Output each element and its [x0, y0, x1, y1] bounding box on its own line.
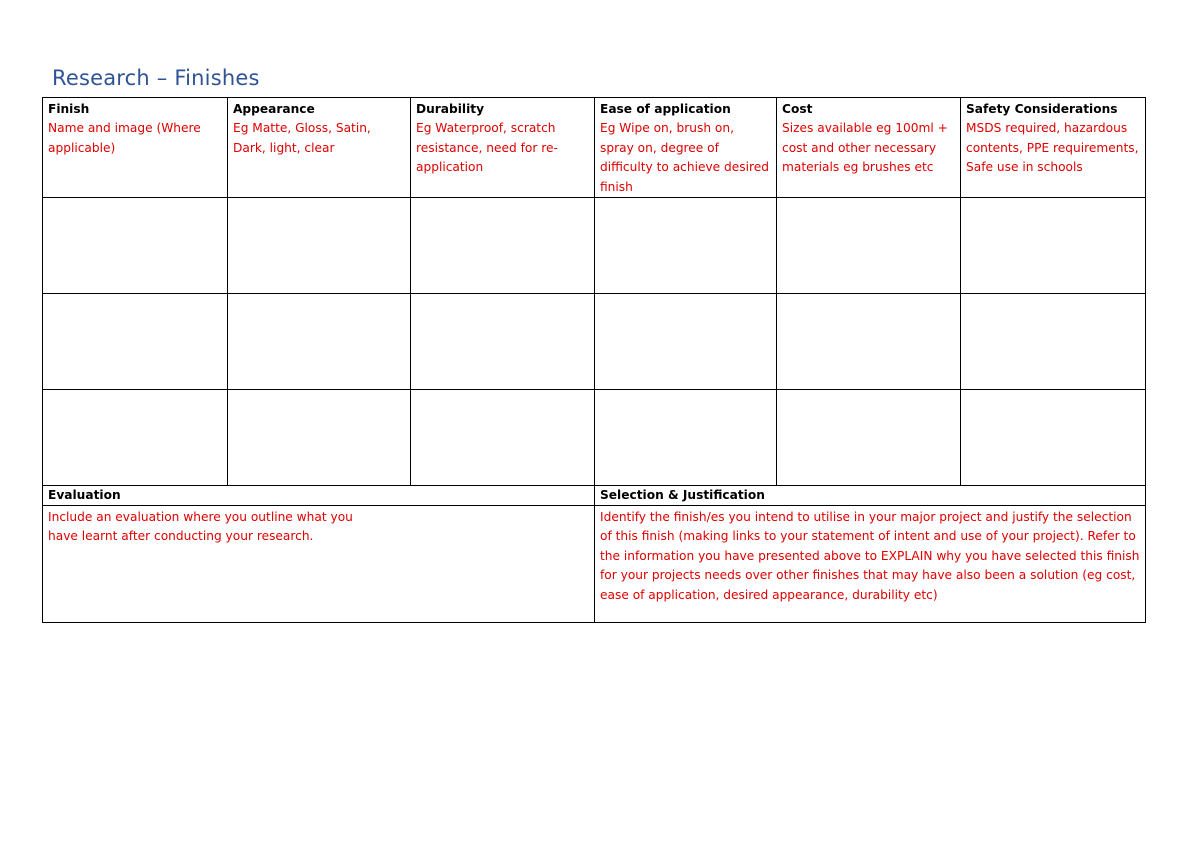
table-cell[interactable] [961, 294, 1146, 390]
table-cell[interactable] [228, 198, 411, 294]
header-cell-safety [961, 98, 1146, 198]
table-cell[interactable] [961, 390, 1146, 486]
evaluation-hint: Include an evaluation where you outline what you have learnt after conducting your research. [48, 510, 353, 544]
table-cell[interactable] [411, 390, 595, 486]
table-cell[interactable] [777, 198, 961, 294]
column-label-ease-of-application: Ease of application [600, 102, 731, 116]
header-cell-durability [411, 98, 595, 198]
table-cell[interactable] [595, 294, 777, 390]
column-label-durability: Durability [416, 102, 485, 116]
table-cell[interactable] [228, 390, 411, 486]
table-row [43, 294, 1146, 390]
evaluation-label: Evaluation [48, 488, 121, 503]
table-cell[interactable] [43, 294, 228, 390]
column-hint-appearance: Eg Matte, Gloss, Satin, Dark, light, clear [233, 121, 371, 155]
selection-label: Selection & Justification [600, 488, 765, 503]
table-cell[interactable] [595, 390, 777, 486]
table-cell[interactable] [777, 390, 961, 486]
selection-hint: Identify the finish/es you intend to utilise in your major project and justify the selection of this finish (making links to your statement of intent and use of your project). Refer to the information you have presented above to EXPLAIN why you have selected this finish for your projects needs over other finishes that may have also been a solution (eg cost, ease of application, desired appearance, durability etc) [600, 510, 1140, 602]
table-cell[interactable] [43, 198, 228, 294]
column-label-safety: Safety Considerations [966, 102, 1118, 116]
column-hint-ease-of-application: Eg Wipe on, brush on, spray on, degree of difficulty to achieve desired finish [600, 121, 770, 194]
header-cell-finish [43, 98, 228, 198]
section-body-row [43, 506, 1146, 623]
table-row [43, 390, 1146, 486]
column-hint-cost: Sizes available eg 100ml + cost and other necessary materials eg brushes etc [782, 121, 948, 175]
table-cell[interactable] [961, 198, 1146, 294]
table-cell[interactable] [595, 198, 777, 294]
table-cell[interactable] [411, 294, 595, 390]
evaluation-cell[interactable] [43, 506, 595, 623]
selection-header-cell [595, 486, 1146, 506]
header-cell-cost [777, 98, 961, 198]
header-row [43, 98, 1146, 198]
table-cell[interactable] [43, 390, 228, 486]
table-cell[interactable] [228, 294, 411, 390]
column-label-appearance: Appearance [233, 102, 315, 116]
evaluation-header-cell [43, 486, 595, 506]
column-hint-durability: Eg Waterproof, scratch resistance, need for re-application [416, 121, 558, 175]
column-hint-safety: MSDS required, hazardous contents, PPE requirements, Safe use in schools [966, 121, 1139, 175]
column-hint-finish: Name and image (Where applicable) [48, 121, 201, 155]
finishes-research-table [42, 97, 1146, 623]
table-cell[interactable] [777, 294, 961, 390]
header-cell-appearance [228, 98, 411, 198]
column-label-finish: Finish [48, 102, 90, 116]
table-cell[interactable] [411, 198, 595, 294]
header-cell-ease-of-application [595, 98, 777, 198]
selection-cell[interactable] [595, 506, 1146, 623]
table-row [43, 198, 1146, 294]
page-title: Research – Finishes [52, 66, 260, 90]
section-header-row [43, 486, 1146, 506]
column-label-cost: Cost [782, 102, 813, 116]
